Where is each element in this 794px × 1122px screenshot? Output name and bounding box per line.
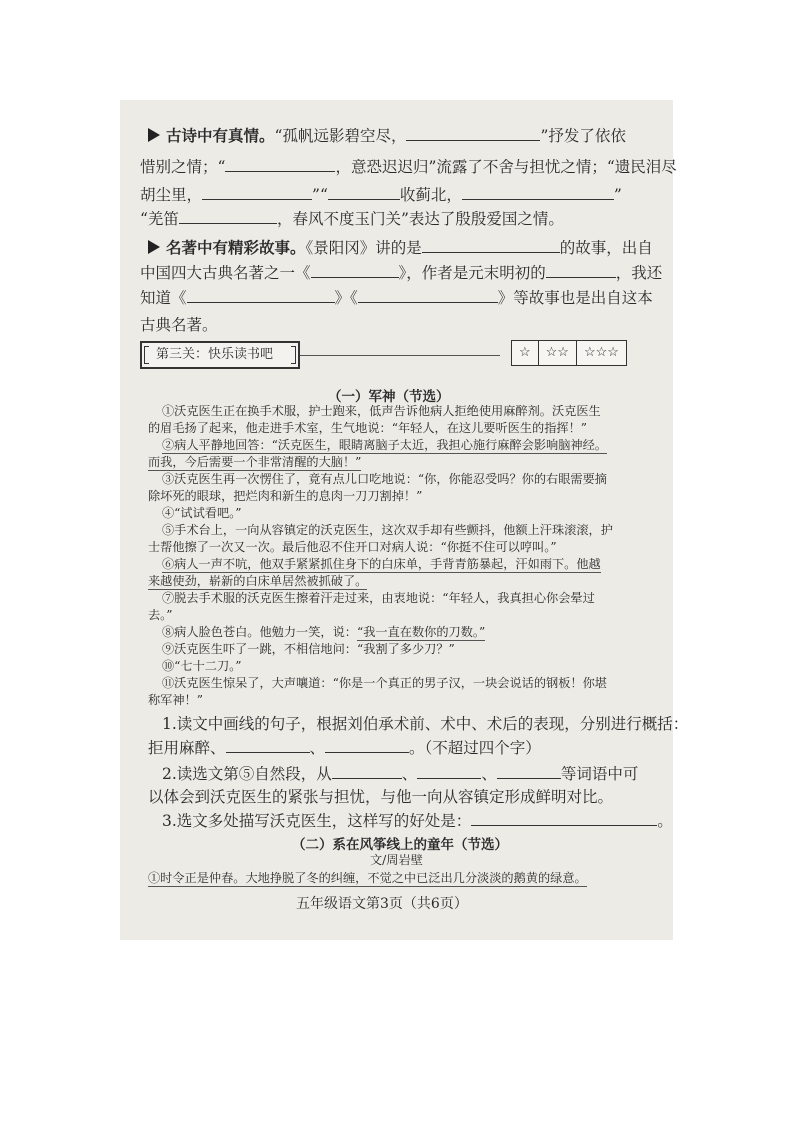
paragraph: 士帮他擦了一次又一次。最后他忍不住开口对病人说：“你挺不住可以哼叫。” (148, 540, 557, 554)
paragraph: ③沃克医生再一次愣住了，竟有点儿口吃地说：“你，你能忍受吗？你的右眼需要摘 (162, 472, 607, 486)
paragraph: 的眉毛扬了起来，他走进手术室，生气地说：“年轻人，在这儿要听医生的指挥！” (148, 421, 588, 435)
answer-blank[interactable] (417, 764, 481, 779)
paragraph: 称军神！” (148, 693, 203, 707)
answer-blank[interactable] (406, 126, 540, 141)
classic-heading: 名著中有精彩故事。 (166, 238, 306, 257)
answer-blank[interactable] (226, 738, 310, 753)
answer-blank[interactable] (332, 764, 402, 779)
star-option-2[interactable]: ☆☆ (539, 341, 577, 365)
paragraph: ⑤手术台上，一向从容镇定的沃克医生，这次双手却有些颤抖，他额上汗珠滚滚，护 (162, 523, 613, 537)
star-option-3[interactable]: ☆☆☆ (583, 345, 619, 360)
paragraph: ⑨沃克医生吓了一跳，不相信地问：“我割了多少刀？” (162, 642, 455, 656)
classic-line-2: 中国四大古典名著之一《 》，作者是元末明初的 ，我还 (140, 264, 663, 282)
paragraph-underlined: ①时令正是仲春。大地挣脱了冬的纠缠，不觉之中已泛出几分淡淡的鹅黄的绿意。 (148, 871, 587, 885)
paragraph: ④“试试看吧。” (162, 506, 242, 520)
answer-blank[interactable] (462, 185, 614, 200)
answer-blank[interactable] (497, 764, 561, 779)
answer-blank[interactable] (328, 185, 400, 200)
paragraph: 除坏死的眼球，把烂肉和新生的息肉一刀刀割掉！” (148, 489, 423, 503)
paragraph: ⑩“七十二刀。” (162, 659, 242, 673)
answer-blank[interactable] (546, 263, 616, 278)
divider (300, 355, 500, 356)
question-1-answer: 拒用麻醉、 、 。（不超过四个字） (148, 739, 541, 757)
star-option-1[interactable]: ☆ (512, 341, 539, 365)
paragraph: 去。” (148, 608, 173, 622)
page-footer: 五年级语文第3页（共6页） (296, 896, 468, 912)
question-2: 2.读选文第⑤自然段，从 、 、 等词语中可 (162, 765, 639, 783)
answer-blank[interactable] (358, 288, 498, 303)
level-banner: 第三关：快乐读书吧 (140, 341, 300, 369)
answer-blank[interactable] (311, 263, 399, 278)
passage-1-title: （一）军神（节选） (328, 389, 450, 405)
question-2-cont: 以体会到沃克医生的紧张与担忧，与他一向从容镇定形成鲜明对比。 (148, 788, 614, 806)
poem-line-2: 惜别之情；“ ，意恐迟迟归”流露了不舍与担忧之情；“遗民泪尽 (140, 158, 677, 176)
arrow-icon (148, 240, 160, 254)
classic-line-4: 古典名著。 (140, 316, 218, 334)
passage-2-author: 文/周岩壁 (370, 853, 423, 867)
arrow-icon (148, 128, 160, 142)
question-3: 3.选文多处描写沃克医生，这样写的好处是： 。 (162, 812, 673, 830)
answer-blank[interactable] (471, 811, 657, 826)
passage-2-title: （二）系在风筝线上的童年（节选） (292, 837, 508, 853)
answer-blank[interactable] (422, 238, 560, 253)
poem-line-4: “羌笛 ，春风不度玉门关”表达了殷殷爱国之情。 (140, 210, 564, 228)
question-1: 1.读文中画线的句子，根据刘伯承术前、术中、术后的表现，分别进行概括： (162, 715, 689, 733)
paragraph-underlined: 而我，今后需要一个非常清醒的大脑！” (148, 455, 362, 469)
answer-blank[interactable] (202, 185, 312, 200)
classic-line-1: 名著中有精彩故事。《景阳冈》讲的是 的故事，出自 (148, 236, 653, 258)
poem-heading: 古诗中有真情。 (166, 126, 275, 145)
star-rating (511, 340, 627, 366)
answer-blank[interactable] (179, 209, 277, 224)
poem-line-1: 古诗中有真情。“孤帆远影碧空尽， ”抒发了依依 (148, 124, 626, 146)
paragraph: ⑦脱去手术服的沃克医生擦着汗走过来，由衷地说：“年轻人，我真担心你会晕过 (162, 591, 595, 605)
paragraph: ①沃克医生正在换手术服，护士跑来，低声告诉他病人拒绝使用麻醉剂。沃克医生 (162, 404, 601, 418)
paragraph-underlined: ②病人平静地回答：“沃克医生，眼睛离脑子太近，我担心施行麻醉会影响脑神经。 (162, 438, 607, 452)
paragraph-underlined: ⑧病人脸色苍白。他勉力一笑，说：“我一直在数你的刀数。” (162, 625, 486, 639)
answer-blank[interactable] (325, 738, 409, 753)
answer-blank[interactable] (187, 288, 335, 303)
poem-line-3: 胡尘里， ”“ 收蓟北， ” (140, 186, 622, 204)
paragraph-underlined: 来越使劲，崭新的白床单居然被抓破了。 (148, 574, 368, 588)
classic-line-3: 知道《 》《 》等故事也是出自这本 (140, 289, 653, 307)
paragraph: ⑪沃克医生惊呆了，大声嚷道：“你是一个真正的男子汉，一块会说话的钢板！你堪 (162, 676, 607, 690)
answer-blank[interactable] (225, 157, 335, 172)
paragraph-underlined: ⑥病人一声不吭，他双手紧紧抓住身下的白床单，手背青筋暴起，汗如雨下。他越 (162, 557, 601, 571)
